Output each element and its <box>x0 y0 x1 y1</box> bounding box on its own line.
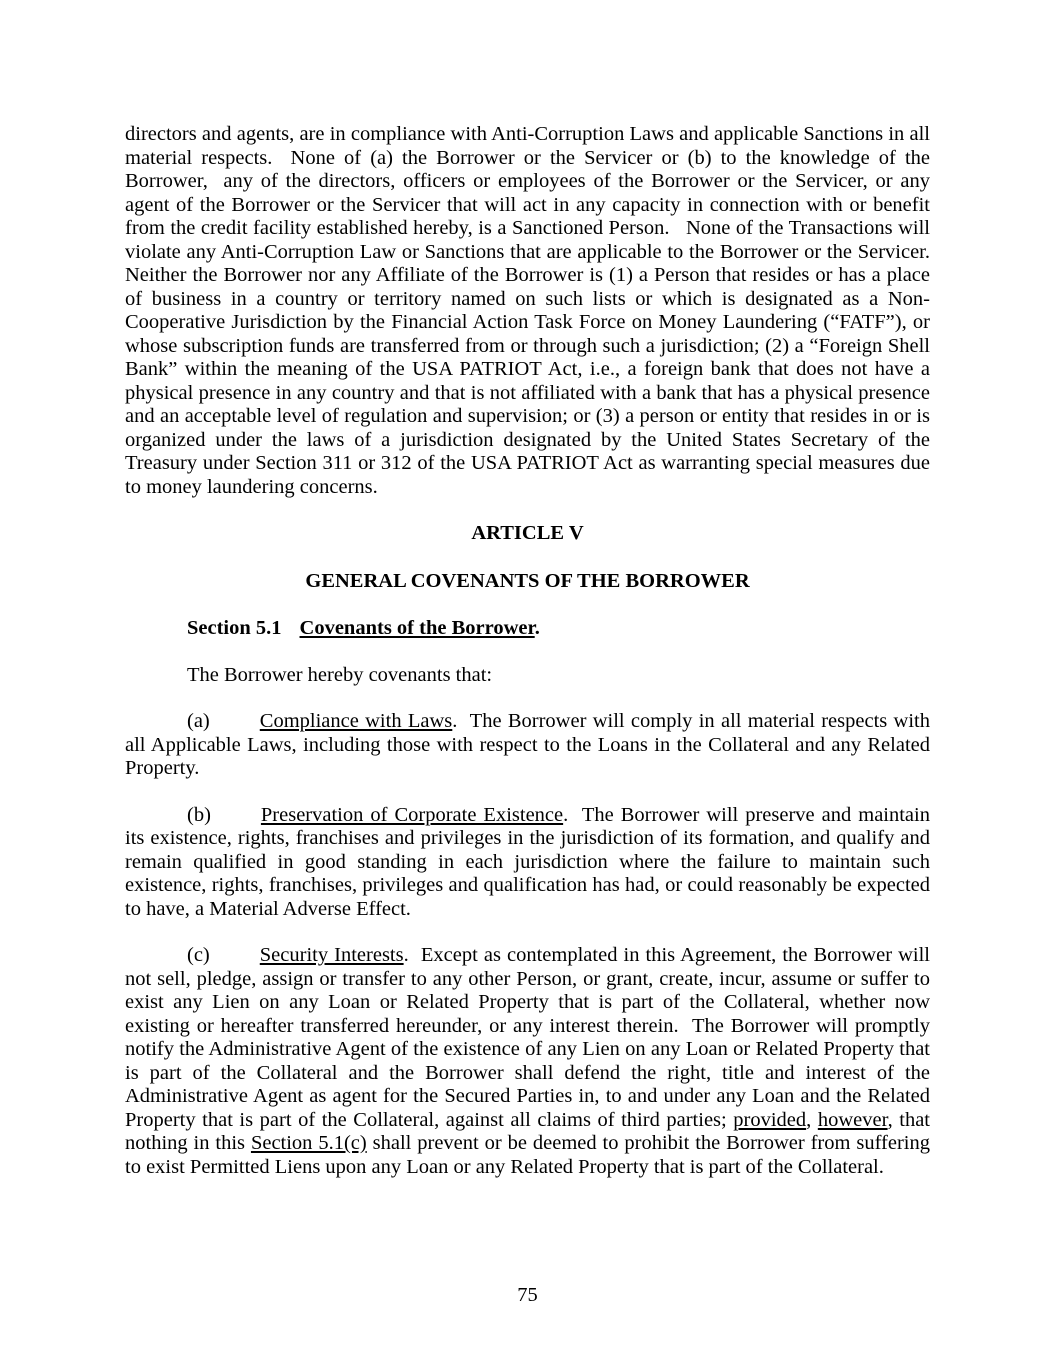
clause-b-label: (b) <box>187 803 211 826</box>
clause-b-body: . The Borrower will preserve and maintain its existence, rights, franchises and privileges in the jurisdiction of its formation, and qualify and remain qualified in good standing in each jurisdiction where the failure to maintain such existence, rights, franchises, privileges and qualification has had, or could reasonably be expected to have, a Material Adverse Effect. <box>125 803 930 920</box>
intro-line: The Borrower hereby covenants that: <box>187 663 493 686</box>
clause-b-heading: Preservation of Corporate Existence <box>260 803 564 826</box>
clause-a-heading: Compliance with Laws <box>259 710 453 732</box>
clause-a-label: (a) <box>187 710 210 732</box>
clause-c-heading: Security Interests <box>259 944 404 966</box>
clause-b <box>125 804 930 922</box>
paragraph-continuation: directors and agents, are in compliance with Anti-Corruption Laws and applicable Sanctions in all material respects. None of (a) the Borrower or the Servicer or (b) to the knowledge of the Borrower, any of the directors, officers or employees of the Borrower or the Servicer, or any agent of the Borrower or the Servicer that will act in any capacity in connection with or benefit from the credit facility established hereby, is a Sanctioned Person. None of the Transactions will violate any Anti-Corruption Law or Sanctions that are applicable to the Borrower or the Servicer. Neither the Borrower nor any Affiliate of the Borrower is (1) a Person that resides or has a place of business in a country or territory named on such lists or which is designated as a Non-Cooperative Jurisdiction by the Financial Action Task Force on Money Laundering (“FATF”), or whose subscription funds are transferred from or through such a jurisdiction; (2) a “Foreign Shell Bank” within the meaning of the USA PATRIOT Act, i.e., a foreign bank that does not have a physical presence in any country and that is not affiliated with a bank that has a physical presence and an acceptable level of regulation and supervision; or (3) a person or entity that resides in or is organized under the laws of a jurisdiction designated by the United States Secretary of the Treasury under Section 311 or 312 of the USA PATRIOT Act as warranting special measures due to money laundering concerns. <box>125 123 930 498</box>
clause-c-body-segment: . Except as contemplated in this Agreement, the Borrower will not sell, pledge, assign or transfer to any other Person, or grant, create, incur, assume or suffer to exist any Lien on any Loan or Related Property that is part of the Collateral, whether now existing or hereafter transferred hereunder, or any interest therein. The Borrower will promptly notify the Administrative Agent of the existence of any Lien on any Loan or Related Property that is part of the Collateral and the Borrower shall defend the right, title and interest of the Administrative Agent as agent for the Secured Parties in, to and under any Loan and the Related Property that is part of the Collateral, against all claims of third parties; <box>125 944 930 1131</box>
clause-c-proviso-provided: provided <box>733 1108 807 1131</box>
section-heading <box>125 617 930 641</box>
clause-c-body-segment: shall prevent or be deemed to prohibit the Borrower from suffering to exist Permitted Liens upon any Loan or any Related Property that is part of the Collateral. <box>125 1132 930 1178</box>
clause-c <box>125 944 930 1179</box>
clause-c-body-segment: , that nothing in this <box>125 1108 930 1154</box>
clause-c-label: (c) <box>187 944 210 966</box>
clause-c-body-segment: , <box>806 1108 818 1131</box>
section-title-period: . <box>534 617 540 639</box>
clause-a-body: . The Borrower will comply in all material respects with all Applicable Laws, including those with respect to the Loans in the Collateral and any Related Property. <box>125 710 931 779</box>
section-label: Section 5.1 <box>187 617 282 639</box>
clause-c-cross-reference: Section 5.1(c) <box>250 1132 367 1154</box>
article-number-heading: ARTICLE V <box>471 522 584 544</box>
section-title: Covenants of the Borrower <box>299 617 535 639</box>
page-number: 75 <box>517 1283 538 1306</box>
clause-a <box>125 710 930 781</box>
article-title-heading: GENERAL COVENANTS OF THE BORROWER <box>305 569 750 592</box>
clause-c-proviso-however: however <box>817 1108 888 1131</box>
